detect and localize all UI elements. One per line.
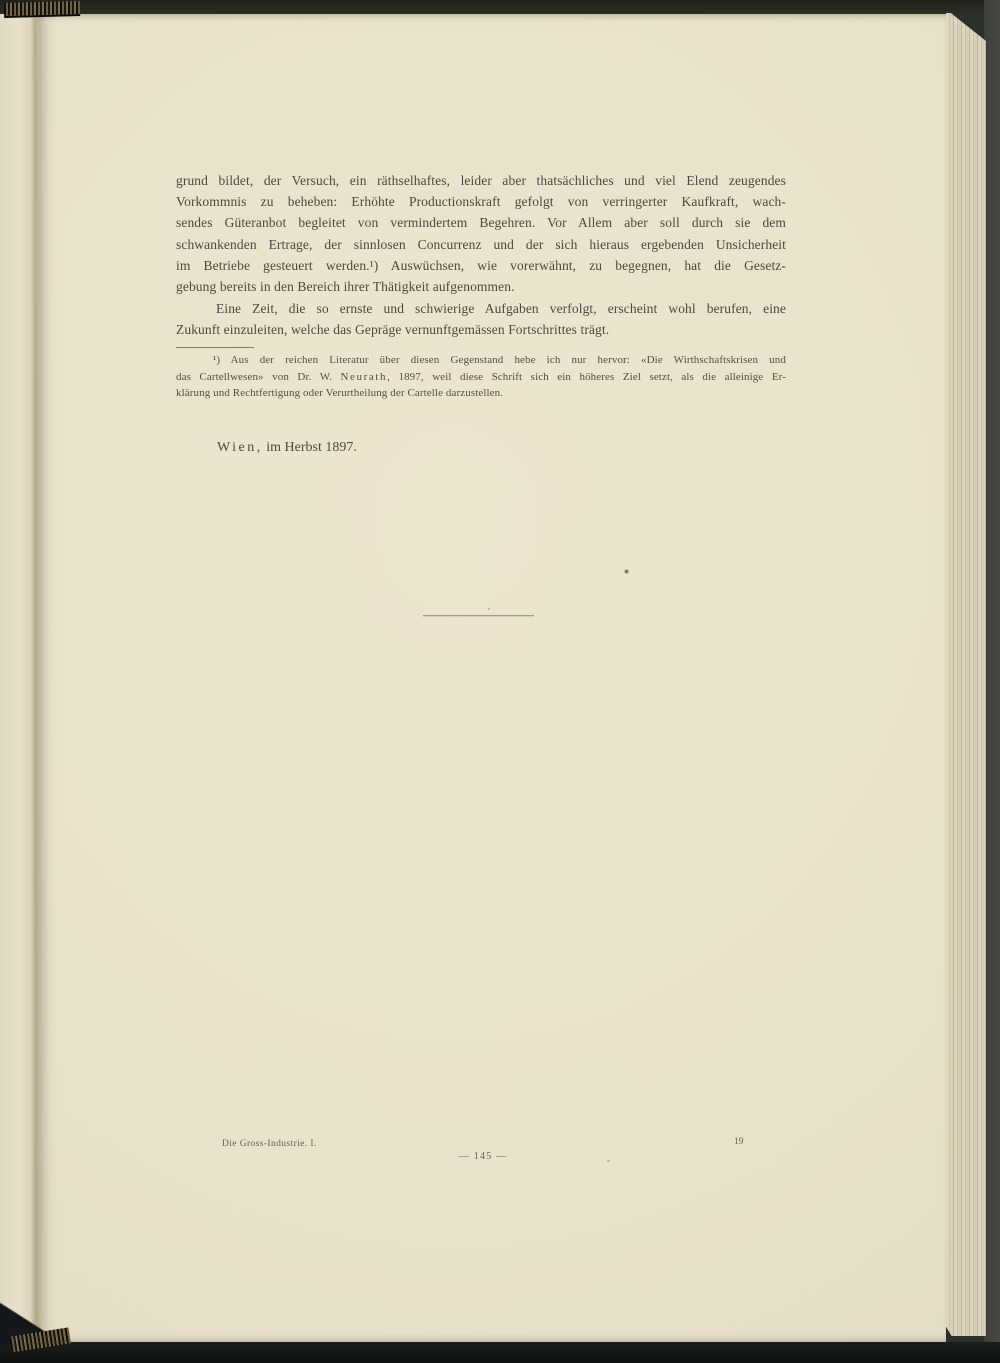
footnote-line: ¹) Aus der reichen Literatur über diesen Gegenstand hebe ich nur hervor: «Die Wirthschaftskrisen und xyxy=(213,354,786,366)
text-line: Zukunft einzuleiten, welche das Gepräge vernunftgemässen Fortschrittes trägt. xyxy=(176,322,610,338)
footer-series-title: Die Gross-Industrie. I. xyxy=(222,1139,317,1149)
dateline xyxy=(217,438,357,458)
footnote-line: klärung und Rechtfertigung oder Verurtheilung der Cartelle darzustellen. xyxy=(176,387,504,400)
section-divider xyxy=(423,615,534,616)
signature-mark: 19 xyxy=(734,1137,744,1147)
body-paragraph-1 xyxy=(176,170,786,298)
footnote-line xyxy=(176,369,786,386)
page-number: — 145 — xyxy=(458,1151,508,1162)
footnote-text: , 1897, weil diese Schrift sich ein höheres Ziel setzt, als die alleinige Er- xyxy=(387,370,786,383)
text-line: schwankenden Ertrage, der sinnlosen Concurrenz und der sich hieraus ergebenden Unsicherheit xyxy=(176,236,786,252)
text-line: im Betriebe gesteuert werden.¹) Auswüchsen, wie vorerwähnt, zu begegnen, hat die Gesetz- xyxy=(176,257,786,273)
footnote-separator xyxy=(176,347,254,348)
paper-speck xyxy=(625,570,628,573)
dateline-date: im Herbst 1897. xyxy=(262,440,357,455)
paper-speck xyxy=(607,1160,610,1162)
paper-speck xyxy=(488,608,490,610)
text-line: Vorkommnis zu beheben: Erhöhte Productionskraft gefolgt von verringerter Kaufkraft, wach- xyxy=(176,194,786,210)
text-line: Eine Zeit, die so ernste und schwierige Aufgaben verfolgt, erscheint wohl berufen, eine xyxy=(216,301,786,316)
footnote-text: das Cartellwesen» von Dr. W. xyxy=(176,370,341,383)
footnote xyxy=(176,352,786,404)
text-line: sendes Güteranbot begleitet von vermindertem Begehren. Vor Allem aber soll durch sie dem xyxy=(176,215,786,231)
text-line: gebung bereits in den Bereich ihrer Thätigkeit aufgenommen. xyxy=(176,279,515,294)
text-line: grund bildet, der Versuch, ein räthselhaftes, leider aber thatsächliches und viel Elend zeugendes xyxy=(176,173,786,188)
body-paragraph-2 xyxy=(176,298,786,341)
emphasized-author-name: Neurath xyxy=(340,370,388,383)
dateline-city: Wien, xyxy=(217,440,263,455)
